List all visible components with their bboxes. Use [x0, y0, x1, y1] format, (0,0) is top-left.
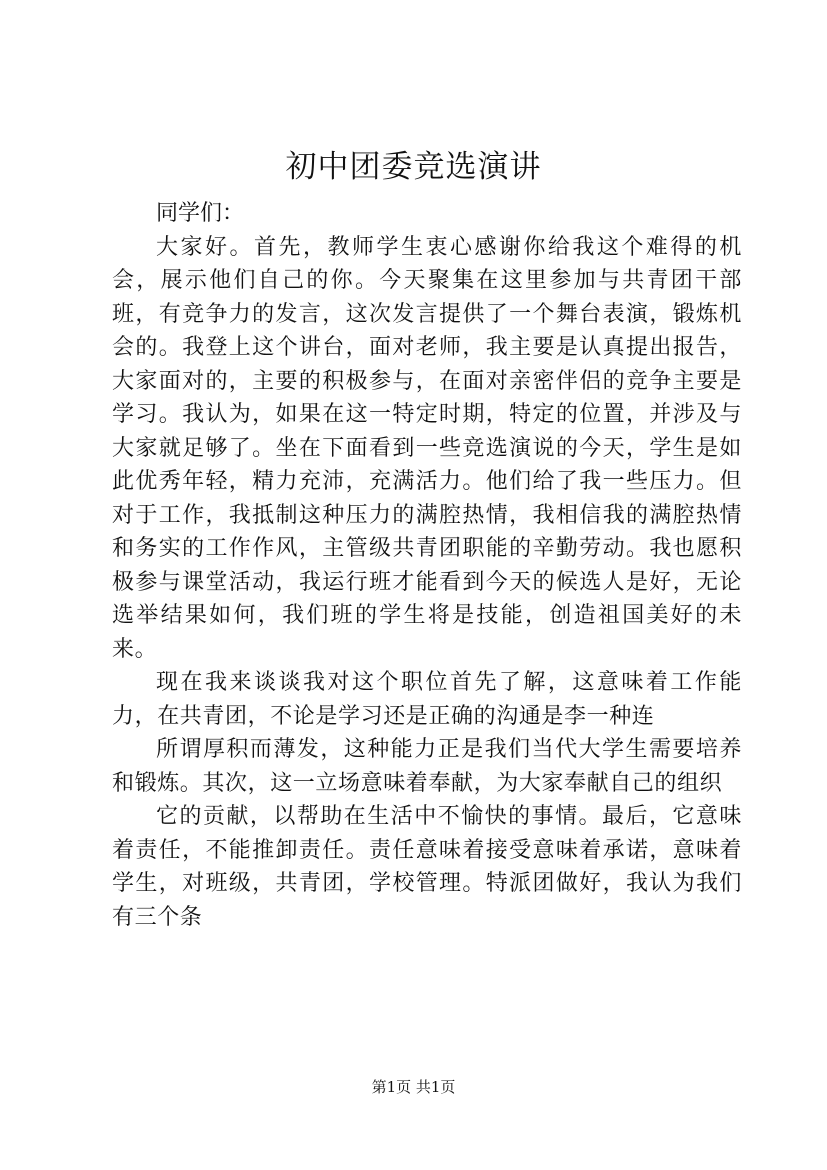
paragraph-3: 所谓厚积而薄发，这种能力正是我们当代大学生需要培养和锻炼。其次，这一立场意味着奉献，为大家奉献自己的组织: [112, 737, 742, 796]
greeting: 同学们：: [156, 201, 245, 226]
page-footer: 第1页 共1页: [371, 1078, 456, 1096]
paragraph-4: 它的贡献，以帮助在生活中不愉快的事情。最后，它意味着责任，不能推卸责任。责任意味着接受意味着承诺，意味着学生，对班级，共青团，学校管理。特派团做好，我认为我们有三个条: [112, 804, 742, 930]
paragraph-1: 大家好。首先，教师学生衷心感谢你给我这个难得的机会，展示他们自己的你。今天聚集在这里参加与共青团干部班，有竞争力的发言，这次发言提供了一个舞台表演，锻炼机会的。我登上这个讲台，面对老师，我主要是认真提出报告，大家面对的，主要的积极参与，在面对亲密伴侣的竞争主要是学习。我认为，如果在这一特定时期，特定的位置，并涉及与大家就足够了。坐在下面看到一些竞选演说的今天，学生是如此优秀年轻，精力充沛，充满活力。他们给了我一些压力。但对于工作，我抵制这种压力的满腔热情，我相信我的满腔热情和务实的工作作风，主管级共青团职能的辛勤劳动。我也愿积极参与课堂活动，我运行班才能看到今天的候选人是好，无论选举结果如何，我们班的学生将是技能，创造祖国美好的未来。: [112, 234, 742, 662]
document-body: [112, 197, 742, 934]
paragraph-2: 现在我来谈谈我对这个职位首先了解，这意味着工作能力，在共青团，不论是学习还是正确的沟通是李一种连: [112, 670, 742, 729]
document-title: 初中团委竞选演讲: [285, 149, 542, 185]
